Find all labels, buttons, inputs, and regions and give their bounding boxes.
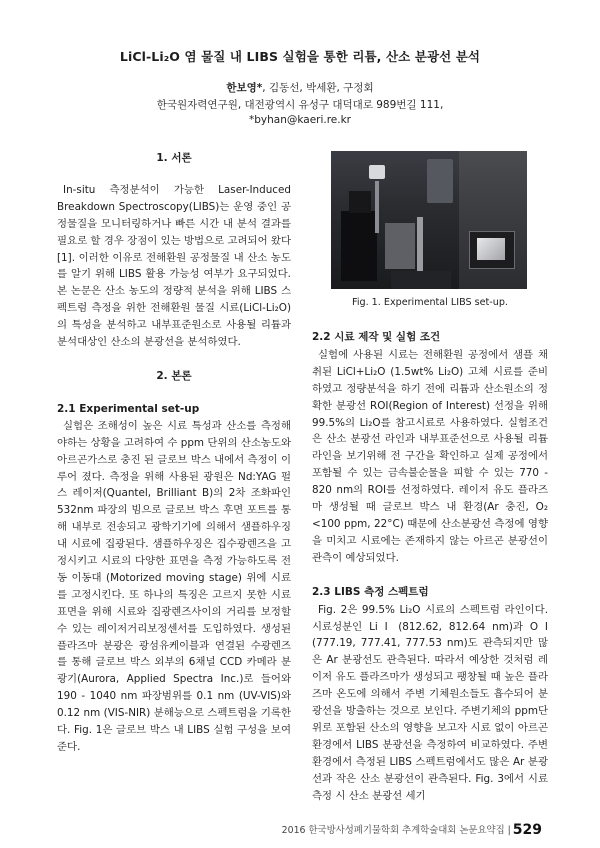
page-footer (282, 822, 542, 838)
sample-paragraph: 실험에 사용된 시료는 전해환원 공정에서 샘플 채취된 LiCl+Li₂O (1.5wt% Li₂O) 고체 시료를 준비하였고 정량분석을 하기 전에 리튬과 산소원소의 정확한 분광선 ROI(Region of Interest) 선정을 위해 99.5%의 Li₂O를 참고시료로 사용하였다. 실험조건은 산소 분광선 라인과 내부표준선으로 사용될 리튬 라인을 보기위해 전 구간을 확인하고 실제 공정에서 포함될 수 있는 금속불순물을 피할 수 있는 770 - 820 nm의 ROI를 선정하였다. 레이저 유도 플라즈마 생성될 때 글로브 박스 내 환경(Ar 충진, O₂ <100 ppm, 22°C) 때문에 산소분광선 측정에 영향을 미치고 시료에는 존재하지 않는 아르곤 분광선이 관측이 예상되었다. (312, 348, 548, 564)
co-authors: , 김동선, 박세환, 구정회 (262, 82, 374, 94)
glovebox-interior-photo (331, 151, 459, 289)
author-email: *byhan@kaeri.re.kr (248, 114, 352, 126)
introduction-paragraph: In-situ 측정분석이 가능한 Laser-Induced Breakdown Spectroscopy(LIBS)는 운영 중인 공정물질을 모니터링하거나 빠른 시간 내 분석 결과를 필요로 할 경우 장점이 있는 방법으로 고려되어 왔다 [1]. 이러한 이유로 전해환원 공정물질 내 산소 농도를 알기 위해 LIBS 활용 가능성 여부가 요구되었다. 본 논문은 산소 농도의 정량적 분석을 위해 LIBS 스펙트럼 측정을 위한 전해환원 물질 시료(LiCl-Li₂O)의 특성을 분석하고 내부표준원소로 사용될 리튬과 분석대상인 산소의 분광선을 분석하였다. (57, 183, 291, 349)
sample-holder (469, 231, 515, 269)
paper-title: LiCl-Li₂O 염 물질 내 LIBS 실험을 통한 리튬, 산소 분광선 분석 (119, 49, 481, 64)
subsection-spectrum-heading: 2.3 LIBS 측정 스펙트럼 (312, 585, 429, 598)
page-number: 529 (512, 822, 542, 838)
spectrum-paragraph: Fig. 2은 99.5% Li₂O 시료의 스펙트럼 라인이다. 시료성분인 Li Ⅰ (812.62, 812.64 nm)과 O Ⅰ (777.19, 777.41, 777.53 nm)도 관측되지만 많은 Ar 분광선도 관측된다. 따라서 예상한 것처럼 레이저 유도 플라즈마가 생성되고 팽창될 때 높은 플라즈마 온도에 의해서 주변 기체원소들도 흡수되어 분광선을 방출하는 것으로 보인다. 주변기체의 ppm단위로 포함된 산소의 영향을 보고자 시료 없이 아르곤 환경에서 LIBS 분광선을 측정하여 비교하였다. 주변 환경에서 측정된 LIBS 스펙트럼에서도 많은 Ar 분광선과 작은 산소 분광선이 관측된다. Fig. 3에서 시료 측정 시 산소 분광선 세기 (312, 603, 548, 802)
footer-proceedings: 2016 한국방사성폐기물학회 추계학술대회 논문요약집 | (281, 825, 511, 836)
section-body-heading: 2. 본론 (156, 369, 192, 382)
figure-libs-setup-photo (331, 151, 527, 289)
author-line (0, 80, 600, 95)
subsection-sample-heading: 2.2 시료 제작 및 실험 조건 (312, 331, 441, 343)
section-introduction-heading: 1. 서론 (156, 152, 192, 164)
subsection-setup-heading: 2.1 Experimental set-up (57, 402, 200, 415)
affiliation: 한국원자력연구원, 대전광역시 유성구 대덕대로 989번길 111, (156, 99, 444, 111)
lead-author: 한보영* (226, 82, 263, 94)
setup-paragraph: 실험은 조해성이 높은 시료 특성과 산소를 측정해야하는 상황을 고려하여 수 ppm 단위의 산소농도와 아르곤가스로 충진 된 글로브 박스 내에서 측정이 이루어 졌다. 측정을 위해 사용된 광원은 Nd:YAG 펄스 레이저(Quantel, Brilliant B)의 2차 조화파인 532nm 파장의 빔으로 글로브 박스 후면 포트를 통해 내부로 전송되고 광학기기에 의해서 샘플하우징 내 시료에 집광된다. 샘플하우징은 집수광렌즈을 고정시키고 시료의 다양한 표면을 측정 가능하도록 전동 이동대 (Motorized moving stage) 위에 시료를 고정시킨다. 또 하나의 특징은 고르지 못한 시료표면을 위해 시료와 집광렌즈사이의 거리를 보정할 수 있는 레이저거리보정센서를 도입하였다. 생성된 플라즈마 분광은 광섬유케이블과 연결된 수광렌즈를 통해 글로브 박스 외부의 6채널 CCD 카메라 분광기(Aurora, Applied Spectra Inc.)로 들어와 190 - 1040 nm 파장범위를 0.1 nm (UV-VIS)와 0.12 nm (VIS-NIR) 분해능으로 스펙트럼을 기록한다. Fig. 1은 글로브 박스 내 LIBS 실험 구성을 보여준다. (57, 419, 291, 753)
figure-caption: Fig. 1. Experimental LIBS set-up. (352, 297, 508, 308)
right-column (312, 329, 548, 804)
left-column (57, 150, 291, 756)
